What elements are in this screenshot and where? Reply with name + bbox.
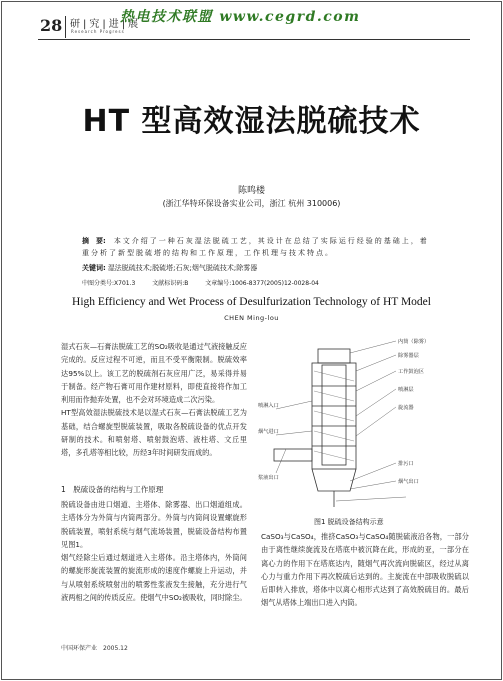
tower-bottom [312, 469, 356, 491]
section-label-en: Research Progress [71, 29, 125, 34]
affiliation: (浙江华特环保设备实业公司，浙江 杭州 310006) [162, 199, 341, 208]
paragraph: 烟气经除尘后通过烟道进入主塔体。沿主塔体内，外筒间的螺旋形旋流装置的旋流形成的速度作螺旋上升运动，并与从喷射系统喷射出的喷雾性浆液发生接触，充分进行气液两相之间的传质反应。使烟气中SO₂被吸收，同时除尘。 [61, 553, 247, 603]
desulfurization-tower-diagram [256, 331, 468, 516]
label-spray-unit: 喷淋层 [398, 387, 414, 393]
paragraph: HT型高效湿法脱硫技术是以湿式石灰—石膏法脱硫工艺为基础，结合螺旋型脱硫装置，吸取各脱硫设备的优点开发研制的技术。和喷射塔、喷射鼓泡塔、液柱塔、文丘里塔，多孔塔等相比较，历经3年时间研发而成的。 [61, 408, 247, 458]
header-divider [65, 16, 66, 38]
abstract-text: 本文介绍了一种石灰湿法脱硫工艺，其设计在总结了实际运行经验的基础上，着重分析了新型脱硫塔的结构和工作原理，工作机理与技术特点。 [82, 237, 429, 257]
label-spray-inlet: 喷淋入口 [258, 403, 279, 409]
section-heading: 1 脱硫设备的结构与工作原理 [61, 485, 164, 494]
watermark: 热电技术联盟 www.cegrd.com [120, 9, 361, 25]
label-gas-outlet: 烟气出口 [398, 479, 419, 485]
abstract-label: 摘 要: [82, 237, 106, 245]
clc-number: 中图分类号:X701.3 [82, 280, 136, 287]
document-code: 文献标识码:B [152, 280, 189, 287]
body-column-left-top [61, 340, 247, 460]
page-number: 28 [40, 16, 63, 35]
label-swirl-device: 旋流器 [398, 405, 414, 411]
abstract [82, 235, 430, 259]
classification-line [82, 278, 442, 287]
demister-top [318, 349, 350, 363]
keywords-text: 湿法脱硫技术;脱硫塔;石灰;烟气脱硫技术;除雾器 [107, 264, 258, 272]
section-label: 研|究|进|展 [70, 19, 142, 30]
inner-cylinder [322, 365, 346, 465]
body-column-left-bottom [61, 498, 247, 604]
header-rule [38, 39, 470, 40]
figure-caption: 图1 脱硫设备结构示意 [314, 518, 384, 526]
label-demister-layer: 除雾器层 [398, 353, 419, 359]
body-column-right [261, 530, 469, 610]
english-title: High Efficiency and Wet Process of Desulfurization Technology of HT Model [72, 296, 431, 308]
article-number: 文章编号:1006-8377(2005)12-0028-04 [205, 280, 319, 287]
flue-inlet-duct [274, 449, 312, 461]
keywords [82, 263, 430, 273]
label-inner-cylinder: 内筒（除雾） [398, 339, 430, 345]
author: 陈鸣楼 [237, 186, 265, 196]
page-footer: 中国环保产业 2005.12 [61, 645, 128, 652]
paragraph: 脱硫设备由进口烟道、主塔体、除雾器、出口烟道组成。主塔体分为外筒与内筒两部分。外筒与内筒间设置螺旋形脱硫装置，喷射系统与烟气流场装置，脱硫设备结构布置见图1。 [61, 500, 247, 549]
english-author: CHEN Ming-lou [224, 314, 279, 322]
label-working-area: 工作鼓泡区 [398, 369, 424, 375]
label-drain: 排污口 [398, 461, 414, 467]
paragraph: 湿式石灰—石膏法脱硫工艺的SO₂吸收是通过气液接触反应完成的。反应过程不可逆，而且不受平衡限制。脱硫效率达95%以上。该工艺的脱硫剂石灰应用广泛，易采得并易于制备。经产物石膏可用作建材原料，即使直接将作加工利用而作抛弃处置，也不会对环境造成二次污染。 [61, 342, 247, 405]
label-flue-inlet: 烟气进口 [258, 429, 279, 435]
paragraph: CaSO₃与CaSO₄，推挤CaSO₃与CaSO₄随脱硫液沿各物，一部分由于离性继续旋流及在塔底中被沉降在此，形成的亚，一部分在离心力的作用下在塔底达内，随烟气再次流向脱硫区，经过从离心力与重力作用下再次脱硫后达到的。主旋流在中部吸收脱硫以后即转入排放，塔体中以离心相形式达到了高效脱硫目的。最后烟气从塔体上端出口进入内筒。 [261, 532, 469, 608]
article-title: HT 型高效湿法脱硫技术 [82, 104, 421, 139]
label-slurry-outlet: 浆液出口 [258, 475, 279, 481]
keywords-label: 关键词: [82, 264, 106, 272]
